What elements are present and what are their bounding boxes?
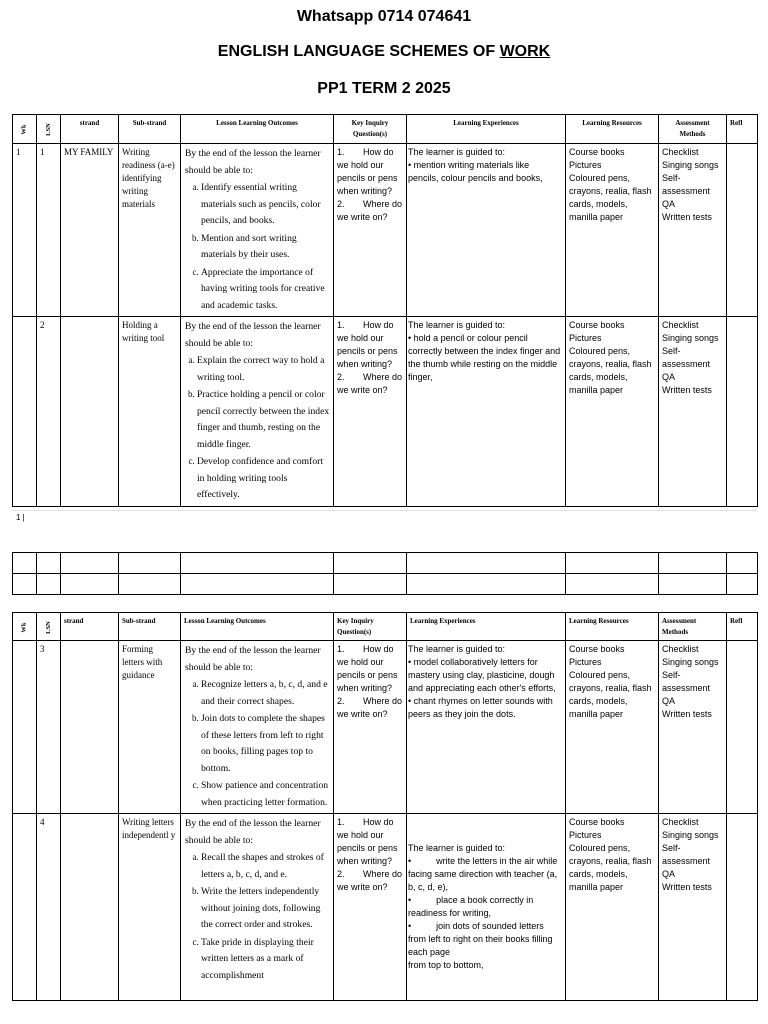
experience-item: • model collaboratively letters for mastery using clay, plasticine, dough and appreciating each other's efforts, <box>408 657 556 693</box>
cell-outcomes <box>181 641 334 814</box>
cell-substrand: Writing readiness (a-e) identifying writing materials <box>119 144 181 317</box>
col-resources: Learning Resources <box>566 115 659 144</box>
col-wk: Wk <box>13 115 37 144</box>
cell-resources: Course books Pictures Coloured pens, crayons, realia, flash cards, models, manilla paper <box>566 144 659 317</box>
col-outcomes: Lesson Learning Outcomes <box>181 115 334 144</box>
outcome-intro: By the end of the lesson the learner should be able to: <box>185 148 321 176</box>
col-substrand: Sub-strand <box>119 115 181 144</box>
cell-refl <box>727 317 758 507</box>
cell-wk <box>13 814 37 1001</box>
page-number: 1 | <box>16 513 25 522</box>
experience-item: from top to bottom, <box>408 960 484 970</box>
col-resources: Learning Resources <box>566 613 659 641</box>
outcome-item: c. Develop confidence and comfort in holding writing tools effectively. <box>197 453 330 504</box>
document-title <box>0 43 768 61</box>
outcome-item: a. Explain the correct way to hold a writing tool. <box>197 352 330 386</box>
table-row <box>13 814 758 1001</box>
cell-experiences: The learner is guided to: • model collaboratively letters for mastery using clay, plasticine, dough and appreciating each other's efforts, • chant rhymes on letter sounds with peers as they join the dots. <box>407 641 566 814</box>
col-kiq: Key Inquiry Question(s) <box>334 613 407 641</box>
col-lsn: LSN <box>37 613 61 641</box>
outcome-intro: By the end of the lesson the learner should be able to: <box>185 645 321 673</box>
outcome-item: a. Identify essential writing materials such as pencils, color pencils, and books. <box>201 179 330 230</box>
cell-assessment: Checklist Singing songs Self-assessment QA Written tests <box>659 317 727 507</box>
cell-kiq: 1. How do we hold our pencils or pens when writing? 2. Where do we write on? <box>334 814 407 1001</box>
cell-refl <box>727 814 758 1001</box>
empty-row <box>13 574 758 595</box>
document-subtitle: PP1 TERM 2 2025 <box>317 80 451 97</box>
empty-table <box>12 552 758 595</box>
col-substrand: Sub-strand <box>119 613 181 641</box>
experience-item: • join dots of sounded letters from left to right on their books filling each page <box>408 921 556 957</box>
experience-item: • place a book correctly in readiness for writing, <box>408 895 536 918</box>
col-refl: Refl <box>727 613 758 641</box>
cell-assessment: Checklist Singing songs Self-assessment QA Written tests <box>659 641 727 814</box>
scheme-table-page-1 <box>12 114 758 507</box>
cell-substrand: Writing letters independentl y <box>119 814 181 1001</box>
table-header-row <box>13 613 758 641</box>
cell-lsn: 3 <box>37 641 61 814</box>
table-row <box>13 317 758 507</box>
outcome-item: a. Recall the shapes and strokes of letters a, b, c, d, and e. <box>201 849 330 883</box>
col-refl: Refl <box>727 115 758 144</box>
col-assessment: Assessment Methods <box>659 613 727 641</box>
outcome-list <box>185 179 330 314</box>
outcome-item: b. Write the letters independently without joining dots, following the correct order and strokes. <box>201 883 330 934</box>
outcome-list <box>185 352 330 504</box>
cell-wk <box>13 317 37 507</box>
table-header-row <box>13 115 758 144</box>
experience-item: • write the letters in the air while facing same direction with teacher (a, b, c, d, e), <box>408 856 560 892</box>
cell-wk <box>13 641 37 814</box>
cell-strand <box>61 814 119 1001</box>
cell-experiences: The learner is guided to: • write the letters in the air while facing same direction with teacher (a, b, c, d, e), • place a book correctly in readiness for writing, • join dots of sounded letters from left to right on their books filling each page from top to bottom, <box>407 814 566 1001</box>
cell-experiences: The learner is guided to: • mention writing materials like pencils, colour pencils and books, <box>407 144 566 317</box>
cell-resources: Course books Pictures Coloured pens, crayons, realia, flash cards, models, manilla paper <box>566 641 659 814</box>
cell-outcomes <box>181 814 334 1001</box>
cell-resources: Course books Pictures Coloured pens, crayons, realia, flash cards, models, manilla paper <box>566 814 659 1001</box>
outcome-item: c. Appreciate the importance of having writing tools for creative and academic tasks. <box>201 264 330 315</box>
col-lsn: LSN <box>37 115 61 144</box>
table-row <box>13 641 758 814</box>
cell-outcomes <box>181 317 334 507</box>
cell-lsn: 4 <box>37 814 61 1001</box>
cell-substrand: Holding a writing tool <box>119 317 181 507</box>
table-row <box>13 144 758 317</box>
outcome-item: a. Recognize letters a, b, c, d, and e and their correct shapes. <box>201 676 330 710</box>
cell-assessment: Checklist Singing songs Self-assessment QA Written tests <box>659 814 727 1001</box>
cell-strand: MY FAMILY <box>61 144 119 317</box>
col-experiences: Learning Experiences <box>407 613 566 641</box>
cell-refl <box>727 144 758 317</box>
scheme-table-page-2 <box>12 612 758 1001</box>
outcome-list <box>185 849 330 984</box>
outcome-list <box>185 676 330 811</box>
col-experiences: Learning Experiences <box>407 115 566 144</box>
outcome-item: b. Practice holding a pencil or color pencil correctly between the index finger and thumb, resting on the middle finger. <box>197 386 330 453</box>
col-wk: Wk <box>13 613 37 641</box>
col-kiq: Key Inquiry Question(s) <box>334 115 407 144</box>
outcome-intro: By the end of the lesson the learner should be able to: <box>185 818 321 846</box>
col-strand: strand <box>61 115 119 144</box>
cell-strand <box>61 641 119 814</box>
cell-resources: Course books Pictures Coloured pens, crayons, realia, flash cards, models, manilla paper <box>566 317 659 507</box>
cell-kiq: 1. How do we hold our pencils or pens when writing? 2. Where do we write on? <box>334 144 407 317</box>
experience-item: • hold a pencil or colour pencil correctly between the index finger and the thumb while resting on the middle finger, <box>408 333 561 382</box>
cell-substrand: Forming letters with guidance <box>119 641 181 814</box>
col-outcomes: Lesson Learning Outcomes <box>181 613 334 641</box>
cell-outcomes <box>181 144 334 317</box>
empty-row <box>13 553 758 574</box>
outcome-intro: By the end of the lesson the learner should be able to: <box>185 321 321 349</box>
col-strand: strand <box>61 613 119 641</box>
cell-lsn: 2 <box>37 317 61 507</box>
page-divider <box>12 510 757 511</box>
title-underlined: WORK <box>499 43 551 60</box>
col-assessment: Assessment Methods <box>659 115 727 144</box>
cell-wk: 1 <box>13 144 37 317</box>
cell-assessment: Checklist Singing songs Self-assessment QA Written tests <box>659 144 727 317</box>
outcome-item: b. Mention and sort writing materials by their uses. <box>201 230 330 264</box>
cell-kiq: 1. How do we hold our pencils or pens when writing? 2. Where do we write on? <box>334 317 407 507</box>
outcome-item: c. Show patience and concentration when practicing letter formation. <box>201 777 330 811</box>
cell-lsn: 1 <box>37 144 61 317</box>
cell-refl <box>727 641 758 814</box>
experience-item: • mention writing materials like pencils, colour pencils and books, <box>408 160 543 183</box>
title-main: ENGLISH LANGUAGE SCHEMES OF <box>217 43 500 60</box>
cell-experiences: The learner is guided to: • hold a pencil or colour pencil correctly between the index finger and the thumb while resting on the middle finger, <box>407 317 566 507</box>
outcome-item: c. Take pride in displaying their written letters as a mark of accomplishment <box>201 934 330 985</box>
cell-strand <box>61 317 119 507</box>
outcome-item: b. Join dots to complete the shapes of these letters from left to right on books, filling pages top to bottom. <box>201 710 330 777</box>
experience-item: • chant rhymes on letter sounds with peers as they join the dots. <box>408 696 553 719</box>
contact-header: Whatsapp 0714 074641 <box>296 8 472 25</box>
cell-kiq: 1. How do we hold our pencils or pens when writing? 2. Where do we write on? <box>334 641 407 814</box>
